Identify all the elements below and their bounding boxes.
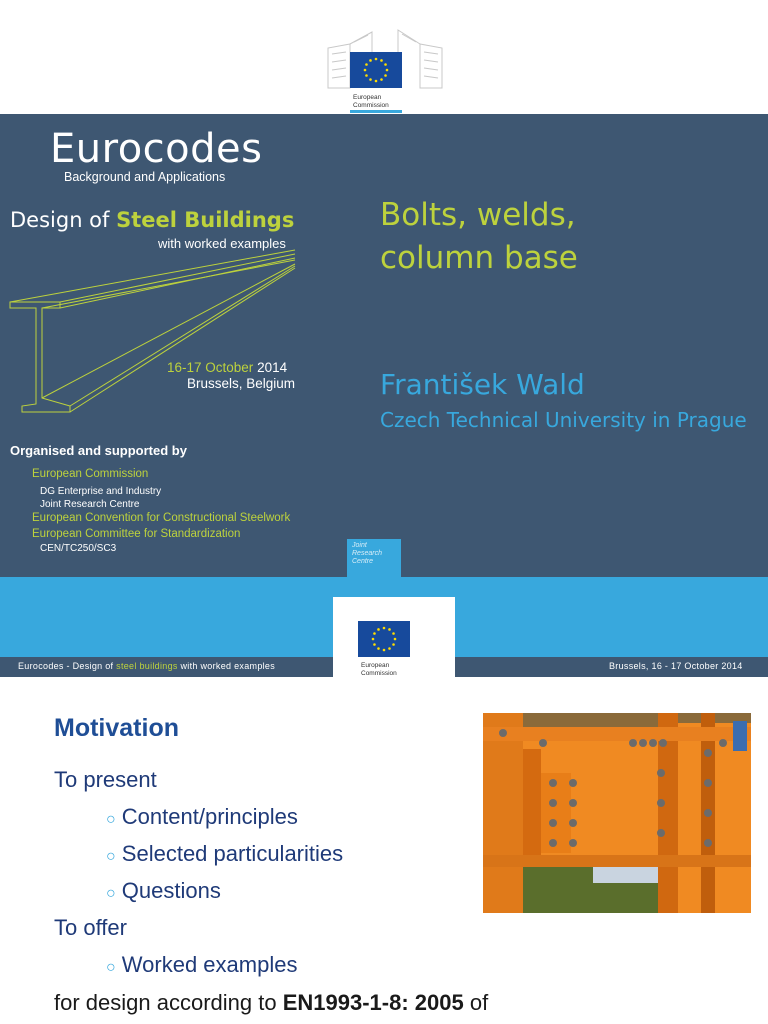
eu-star-icon	[384, 63, 387, 66]
bolt-icon	[704, 839, 712, 847]
bolt-icon	[549, 819, 557, 827]
eurocodes-subtitle: Background and Applications	[64, 170, 226, 184]
eu-star-icon	[384, 74, 387, 77]
bolt-icon	[549, 839, 557, 847]
steel-connection-photo-icon	[483, 713, 751, 913]
eu-star-icon	[373, 632, 376, 635]
bolt-icon	[657, 799, 665, 807]
bullet-item	[106, 952, 297, 978]
european-commission-logo-top	[324, 26, 446, 114]
eu-star-icon	[375, 80, 378, 83]
eu-star-icon	[380, 59, 383, 62]
eu-flag-icon	[333, 597, 455, 681]
motivation-title: Motivation	[54, 714, 179, 742]
eu-star-icon	[369, 59, 372, 62]
org-dg-enterprise: DG Enterprise and Industry	[40, 486, 162, 497]
bullet-item	[106, 841, 343, 867]
bolt-icon	[569, 799, 577, 807]
design-line-prefix: for design according to	[54, 990, 283, 1015]
design-subtitle: with worked examples	[158, 236, 286, 251]
slide-title-line1: Bolts, welds,	[380, 197, 576, 233]
eu-star-icon	[373, 643, 376, 646]
bullet-text: Selected particularities	[121, 841, 344, 866]
bullet-item	[106, 804, 298, 830]
eu-star-icon	[388, 647, 391, 650]
bolt-icon	[704, 749, 712, 757]
i-beam-illustration	[0, 240, 310, 440]
bolt-icon	[639, 739, 647, 747]
event-dates	[167, 360, 287, 375]
eu-star-icon	[365, 74, 368, 77]
eu-star-icon	[377, 628, 380, 631]
eurocodes-title: Eurocodes	[50, 126, 263, 172]
bolt-icon	[659, 739, 667, 747]
circle-bullet-icon: ○	[106, 959, 116, 976]
jrc-line1: Joint	[352, 542, 367, 549]
design-line-suffix: of	[463, 990, 489, 1015]
bolt-icon	[499, 729, 507, 737]
eu-star-icon	[383, 649, 386, 652]
to-present-line: To present	[54, 767, 157, 792]
author-affiliation: Czech Technical University in Prague	[380, 408, 747, 432]
circle-bullet-icon: ○	[106, 885, 116, 902]
eu-star-icon	[377, 647, 380, 650]
to-offer-line: To offer	[54, 915, 127, 940]
design-heading	[10, 208, 294, 232]
org-jrc: Joint Research Centre	[40, 499, 140, 510]
circle-bullet-icon: ○	[106, 848, 116, 865]
design-prefix: Design of	[10, 208, 117, 232]
dates-year: 2014	[253, 360, 288, 375]
circle-bullet-icon: ○	[106, 811, 116, 828]
org-european-commission: European Commission	[32, 468, 149, 480]
bolt-icon	[629, 739, 637, 747]
i-beam-icon	[0, 240, 310, 440]
eu-star-icon	[372, 638, 375, 641]
eu-star-icon	[375, 58, 378, 61]
footer-prefix: Eurocodes - Design of	[18, 661, 117, 671]
bolt-icon	[649, 739, 657, 747]
bullet-text: Questions	[121, 878, 221, 903]
eu-star-icon	[388, 628, 391, 631]
logo-text-line2: Commission	[353, 102, 389, 109]
bolt-icon	[549, 799, 557, 807]
bolt-icon	[569, 839, 577, 847]
org-cen: European Committee for Standardization	[32, 528, 241, 540]
bolt-icon	[569, 819, 577, 827]
eu-star-icon	[369, 78, 372, 81]
footer-highlight: steel buildings	[116, 661, 178, 671]
eu-star-icon	[394, 638, 397, 641]
logo-bottom-text-line2: Commission	[361, 670, 397, 677]
eu-star-icon	[392, 632, 395, 635]
logo-bottom-text-line1: European	[361, 662, 390, 669]
eu-star-icon	[365, 63, 368, 66]
design-according-line	[54, 990, 488, 1016]
jrc-badge-text	[352, 542, 382, 566]
footer-left-text	[18, 661, 275, 671]
slide-title	[380, 194, 760, 280]
footer-right-text: Brussels, 16 - 17 October 2014	[609, 661, 743, 671]
dates-highlight: 16-17 October	[167, 360, 254, 375]
design-highlight: Steel Buildings	[116, 208, 295, 232]
bullet-text: Content/principles	[121, 804, 298, 829]
logo-text-line1: European	[353, 94, 382, 101]
author-name: František Wald	[380, 368, 585, 401]
ec-building-icon	[324, 26, 446, 114]
bolt-icon	[657, 769, 665, 777]
jrc-line2: Research	[352, 550, 382, 557]
organisers-heading: Organised and supported by	[10, 443, 187, 458]
eu-star-icon	[392, 643, 395, 646]
org-eccs: European Convention for Constructional Steelwork	[32, 512, 291, 524]
eu-star-icon	[364, 69, 367, 72]
bolt-icon	[704, 779, 712, 787]
bolt-icon	[539, 739, 547, 747]
eu-star-icon	[386, 69, 389, 72]
steel-connection-photo	[483, 713, 751, 913]
bullet-item	[106, 878, 221, 904]
bolt-icon	[549, 779, 557, 787]
bolt-icon	[569, 779, 577, 787]
bullet-text: Worked examples	[121, 952, 298, 977]
slide-title-line2: column base	[380, 240, 578, 276]
eu-star-icon	[380, 78, 383, 81]
eu-star-icon	[383, 627, 386, 630]
european-commission-logo-bottom	[333, 597, 455, 681]
jrc-line3: Centre	[352, 558, 374, 565]
footer-suffix: with worked examples	[177, 661, 276, 671]
org-cen-tc250: CEN/TC250/SC3	[40, 543, 117, 554]
bolt-icon	[657, 829, 665, 837]
event-location: Brussels, Belgium	[187, 376, 296, 391]
bolt-icon	[704, 809, 712, 817]
design-line-standard: EN1993-1-8: 2005	[282, 990, 464, 1015]
bolt-icon	[719, 739, 727, 747]
